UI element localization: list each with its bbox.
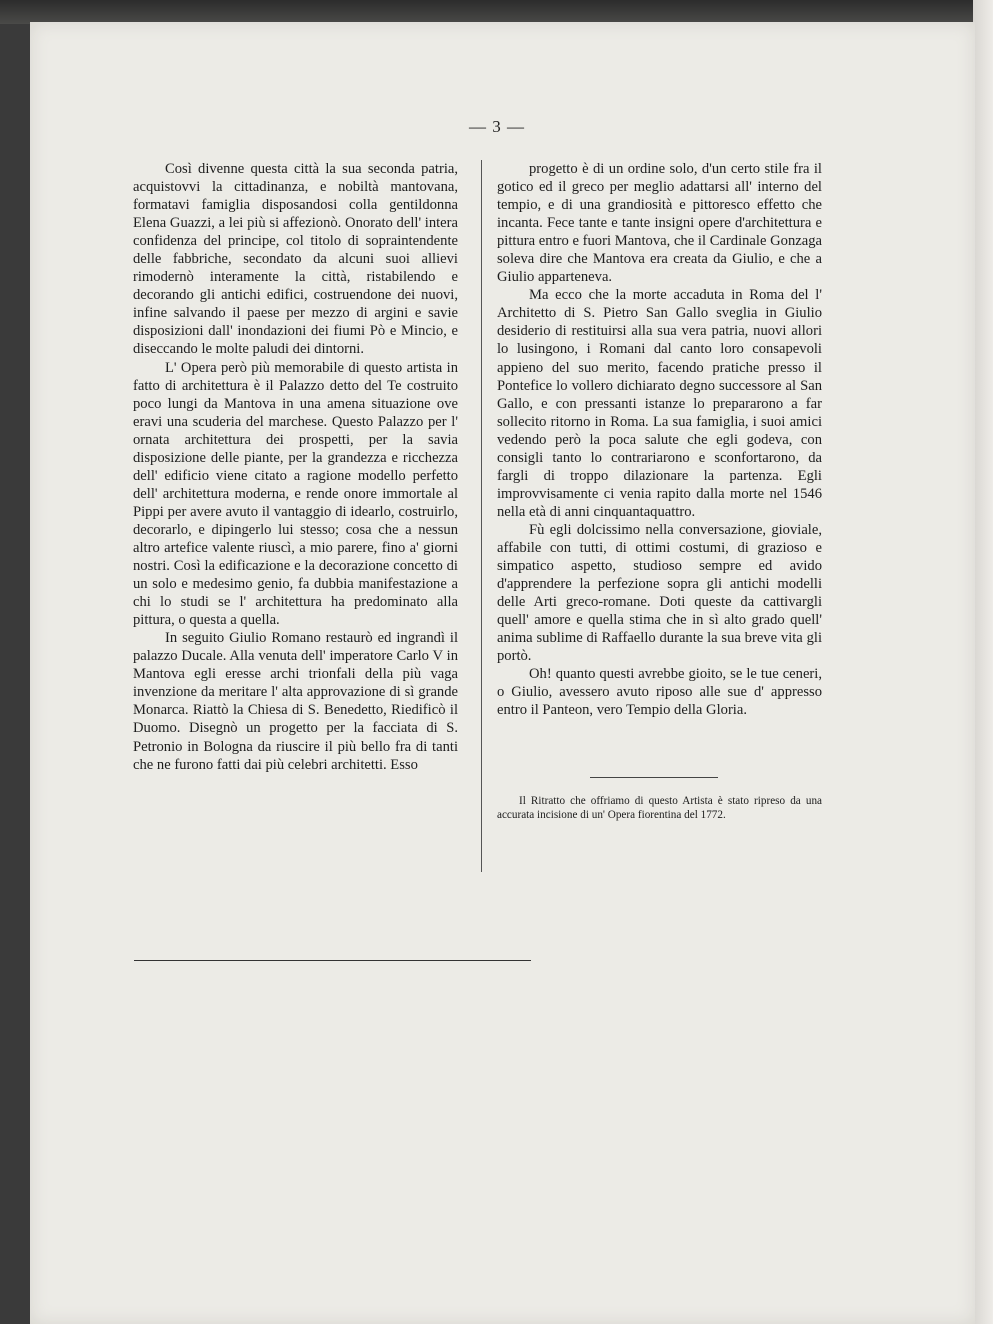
footnote: Il Ritratto che offriamo di questo Artista è stato ripreso da una accurata incisione di un' Opera fiorentina del 1772.	[497, 795, 822, 821]
scan-right-edge	[973, 0, 993, 1324]
scan-top-edge	[0, 0, 993, 24]
paragraph: progetto è di un ordine solo, d'un certo stile fra il gotico ed il greco per meglio adattarsi all' interno del tempio, e di una grandiosità e pittoresco effetto che incanta. Fece tante e tante insigni opere d'architettura e pittura entro e fuori Mantova, che il Cardinale Gonzaga soleva dire che Mantova era creata da Giulio, e che a Giulio apparteneva.	[497, 161, 822, 286]
document-page	[30, 22, 975, 1324]
paragraph: Fù egli dolcissimo nella conversazione, gioviale, affabile con tutti, di ottimi costumi, di grazioso e simpatico aspetto, studioso sempre ed avido d'apprendere la perfezione sopra gli antichi modelli delle Arti greco-romane. Doti queste da cattivargli quell' amore e quella stima che in sì alto grado quell' anima sublime di Raffaello durante la sua breve vita gli portò.	[497, 521, 822, 665]
paragraph: Così divenne questa città la sua seconda patria, acquistovvi la cittadinanza, e nobiltà mantovana, formatavi famiglia disposandosi colla gentildonna Elena Guazzi, a lei più si affezionò. Onorato dell' intera confidenza del principe, col titolo di sopraintendente delle fabbriche, secondato da alcuni suoi allievi rimodernò interamente la città, ristabilendo e decorando gli antichi edifici, costruendone dei nuovi, infine salvando il paese per mezzo di argini e savie disposizioni dall' inondazioni dei fiumi Pò e Mincio, e diseccando le molte paludi dei dintorni.	[133, 161, 458, 358]
footnote-divider	[590, 777, 718, 778]
page-number: — 3 —	[469, 117, 525, 136]
right-column	[497, 160, 822, 719]
paragraph: In seguito Giulio Romano restaurò ed ingrandì il palazzo Ducale. Alla venuta dell' imperatore Carlo V in Mantova egli eresse archi trionfali della più vaga invenzione da meritare l' alta approvazione di sì grande Monarca. Riattò la Chiesa di S. Benedetto, Riedificò il Duomo. Disegnò un progetto per la facciata di S. Petronio in Bologna da riuscire il più bello fra di tanti che ne furono fatti dai più celebri architetti. Esso	[133, 630, 458, 773]
paragraph: Oh! quanto questi avrebbe gioito, se le tue ceneri, o Giulio, avessero avuto riposo alle sue d' appresso entro il Panteon, vero Tempio della Gloria.	[497, 666, 822, 719]
section-end-rule	[134, 960, 531, 961]
column-divider	[481, 160, 482, 872]
left-column	[133, 160, 458, 774]
paragraph: L' Opera però più memorabile di questo artista in fatto di architettura è il Palazzo detto del Te costruito poco lungi da Mantova in una amena situazione ove eravi una scuderia del marchese. Questo Palazzo per l' ornata architettura dei prospetti, per la savia disposizione delle piante, per la grandezza e ricchezza dell' edificio viene citato a ragione modello perfetto dell' architettura moderna, e rende onore immortale al Pippi per avere avuto il vantaggio di idearlo, costruirlo, decorarlo, e dipingerlo lui stesso; cosa che a nessun altro artefice valente riuscì, a mio parere, fino a' giorni nostri. Così la edificazione e la decorazione concetto di un solo e medesimo genio, fa dubbia manifestazione a chi lo studi se l' architettura ha predominato alla pittura, o questa a quella.	[133, 359, 458, 629]
paragraph: Ma ecco che la morte accaduta in Roma del l' Architetto di S. Pietro San Gallo sveglia in Giulio desiderio di restituirsi alla sua vera patria, nuovi allori lo lusingono, i Romani dal canto loro consapevoli appieno del suo merito, facendo pratiche presso il Pontefice lo vollero dichiarato degno successore al San Gallo, e con pressanti istanze lo prepararono a far sollecito ritorno in Roma. La sua famiglia, i suoi amici vedendo però la poca salute che egli godeva, con consigli tanto lo contrariarono e sconfortarono, da fargli di troppo dilazionare la partenza. Egli improvvisamente ci venia rapito dalla morte nel 1546 nella età di anni cinquantaquattro.	[497, 287, 822, 520]
